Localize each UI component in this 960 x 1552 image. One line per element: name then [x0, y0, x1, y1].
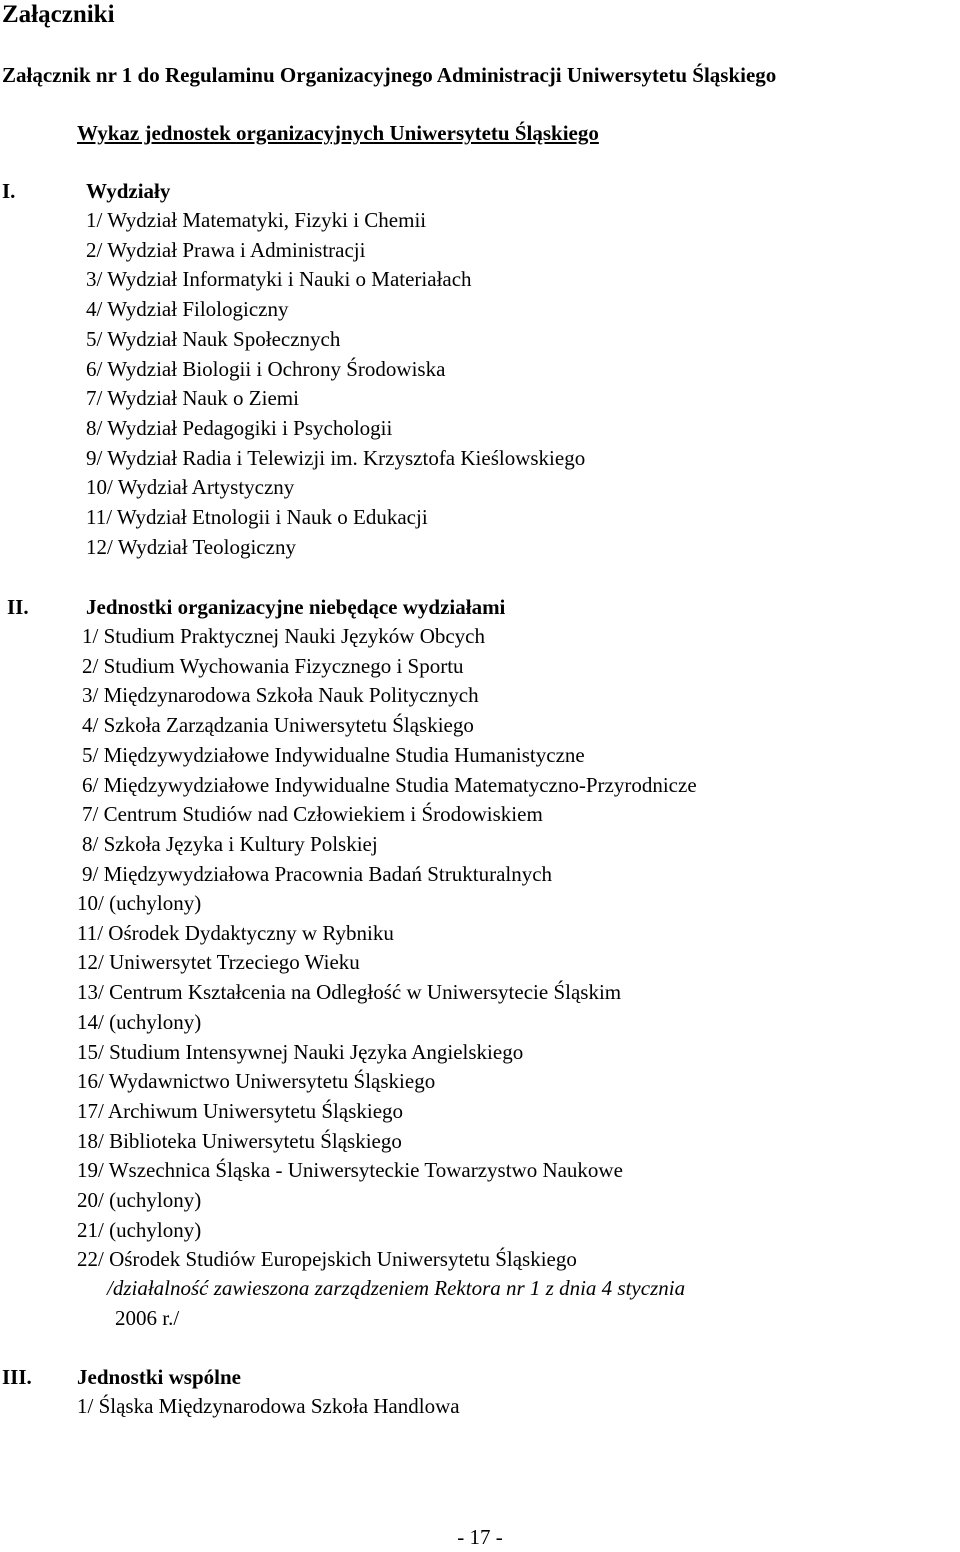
list-item: 2/ Wydział Prawa i Administracji: [86, 237, 366, 262]
section-2-title: Jednostki organizacyjne niebędące wydziałami: [86, 595, 506, 619]
section-2-numeral: II.: [7, 595, 29, 619]
suspension-note: /działalność zawieszona zarządzeniem Rektora nr 1 z dnia 4 stycznia: [107, 1276, 686, 1300]
list-item: 10/ (uchylony): [77, 891, 202, 915]
list-item: 12/ Wydział Teologiczny: [86, 534, 296, 559]
list-item: 1/ Wydział Matematyki, Fizyki i Chemii: [86, 208, 427, 232]
page-title: Załączniki: [2, 1, 115, 28]
list-item: 22/ Ośrodek Studiów Europejskich Uniwersytetu Śląskiego: [77, 1247, 577, 1272]
list-item: 17/ Archiwum Uniwersytetu Śląskiego: [77, 1098, 404, 1123]
list-item: 4/ Szkoła Zarządzania Uniwersytetu Śląskiego: [82, 713, 474, 738]
section-3-title: Jednostki wspólne: [77, 1365, 241, 1389]
list-item: 13/ Centrum Kształcenia na Odległość w Uniwersytecie Śląskim: [77, 980, 622, 1005]
list-item: 10/ Wydział Artystyczny: [86, 475, 295, 500]
page-number: - 17 -: [457, 1525, 503, 1549]
list-item: 8/ Wydział Pedagogiki i Psychologii: [86, 415, 393, 440]
list-item: 5/ Wydział Nauk Społecznych: [86, 326, 341, 351]
list-item: 4/ Wydział Filologiczny: [86, 297, 289, 322]
list-title: Wykaz jednostek organizacyjnych Uniwersytetu Śląskiego: [77, 121, 599, 145]
list-item: 9/ Wydział Radia i Telewizji im. Krzysztofa Kieślowskiego: [86, 445, 586, 470]
section-3-numeral: III.: [2, 1365, 32, 1389]
list-item: 9/ Międzywydziałowa Pracownia Badań Strukturalnych: [82, 861, 553, 886]
list-item: 16/ Wydawnictwo Uniwersytetu Śląskiego: [77, 1069, 436, 1094]
list-item: 2/ Studium Wychowania Fizycznego i Sportu: [82, 653, 464, 678]
list-item: 18/ Biblioteka Uniwersytetu Śląskiego: [77, 1128, 402, 1153]
list-item: 12/ Uniwersytet Trzeciego Wieku: [77, 950, 360, 975]
section-1-title: Wydziały: [86, 179, 171, 203]
list-item: 11/ Ośrodek Dydaktyczny w Rybniku: [77, 920, 394, 945]
list-item: 5/ Międzywydziałowe Indywidualne Studia Humanistyczne: [82, 742, 585, 767]
list-item: 1/ Studium Praktycznej Nauki Języków Obcych: [82, 624, 485, 648]
list-item: 20/ (uchylony): [77, 1188, 202, 1213]
list-item: 3/ Międzynarodowa Szkoła Nauk Politycznych: [82, 683, 479, 708]
list-item: 15/ Studium Intensywnej Nauki Języka Angielskiego: [77, 1039, 524, 1064]
section-3-list: [77, 1392, 460, 1422]
list-item: 6/ Międzywydziałowe Indywidualne Studia Matematyczno-Przyrodnicze: [82, 772, 697, 797]
list-item: 21/ (uchylony): [77, 1217, 202, 1242]
list-item: 6/ Wydział Biologii i Ochrony Środowiska: [86, 356, 446, 381]
section-1-numeral: I.: [2, 179, 16, 203]
section-2-list-continued: [77, 889, 623, 1275]
list-item: 3/ Wydział Informatyki i Nauki o Materiałach: [86, 267, 472, 292]
section-1-list: [86, 206, 585, 562]
list-item: 7/ Centrum Studiów nad Człowiekiem i Środowiskiem: [82, 802, 543, 827]
list-item: 7/ Wydział Nauk o Ziemi: [86, 386, 299, 411]
document-subtitle: Załącznik nr 1 do Regulaminu Organizacyjnego Administracji Uniwersytetu Śląskiego: [2, 63, 777, 87]
list-item: 1/ Śląska Międzynarodowa Szkoła Handlowa: [77, 1394, 460, 1418]
section-2-list: [82, 622, 697, 889]
list-item: 14/ (uchylony): [77, 1009, 202, 1034]
suspension-note-date: 2006 r./: [115, 1306, 180, 1330]
list-item: 19/ Wszechnica Śląska - Uniwersyteckie Towarzystwo Naukowe: [77, 1158, 623, 1183]
list-item: 8/ Szkoła Języka i Kultury Polskiej: [82, 831, 378, 856]
list-item: 11/ Wydział Etnologii i Nauk o Edukacji: [86, 505, 428, 530]
